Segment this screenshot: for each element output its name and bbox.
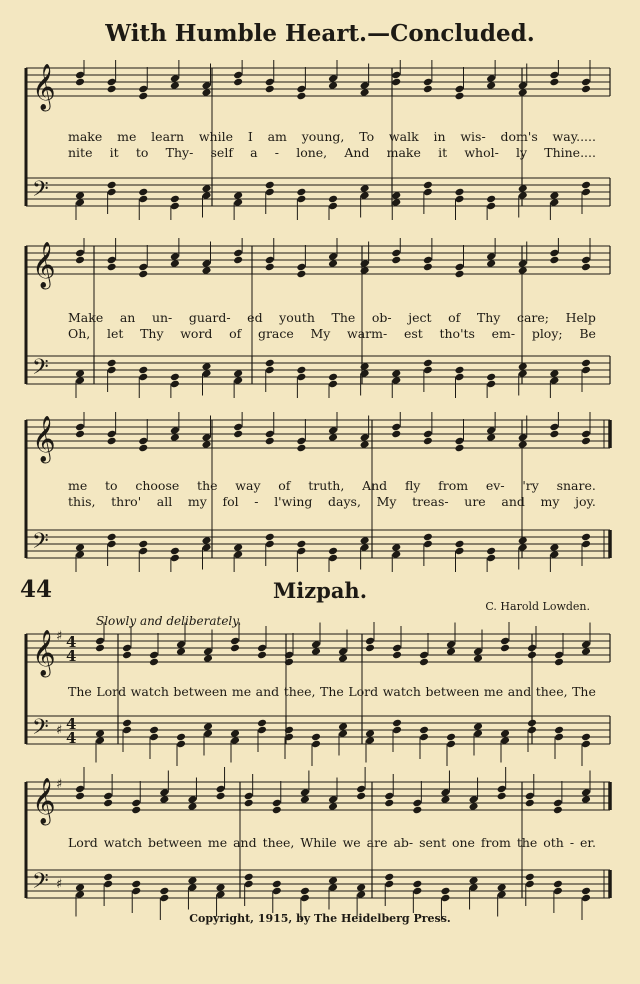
note-head bbox=[419, 726, 429, 735]
note-head bbox=[423, 533, 433, 542]
lyric-line-4 bbox=[30, 326, 610, 341]
lyric-syllable: ploy; bbox=[531, 326, 563, 341]
lyric-syllable: guard- bbox=[188, 310, 231, 325]
note-head bbox=[328, 195, 338, 204]
note-head bbox=[391, 430, 401, 439]
staff-system-4-svg bbox=[22, 622, 616, 782]
note-head bbox=[581, 887, 591, 896]
lyric-syllable: choose bbox=[135, 478, 180, 493]
composer-credit: C. Harold Lowden. bbox=[485, 600, 590, 613]
lyric-syllable: treas- bbox=[412, 494, 449, 509]
note-head bbox=[296, 540, 306, 549]
lyric-syllable: make bbox=[386, 145, 421, 160]
treble-clef-icon: 𝄞 bbox=[32, 778, 56, 824]
note-head bbox=[244, 799, 254, 808]
hymn-number: 44 bbox=[20, 576, 53, 603]
lyric-syllable: let bbox=[106, 326, 124, 341]
note-head bbox=[423, 437, 433, 446]
lyric-syllable: me bbox=[68, 478, 88, 493]
lyric-syllable: To bbox=[359, 129, 375, 144]
lyric-syllable: this, bbox=[68, 494, 96, 509]
note-head bbox=[265, 181, 275, 190]
note-head bbox=[149, 658, 159, 667]
music-system-4 bbox=[22, 622, 616, 782]
note-head bbox=[581, 263, 591, 272]
lyric-syllable: Oh, bbox=[68, 326, 91, 341]
note-head bbox=[296, 366, 306, 375]
note-head bbox=[103, 799, 113, 808]
note-head bbox=[525, 873, 535, 882]
note-head bbox=[138, 540, 148, 549]
lyric-syllable: it bbox=[438, 145, 448, 160]
note-head bbox=[75, 792, 85, 801]
lyric-syllable: days, bbox=[328, 494, 361, 509]
lyric-syllable: Lord bbox=[348, 684, 379, 699]
note-head bbox=[107, 533, 117, 542]
note-head bbox=[454, 444, 464, 453]
lyric-syllable: warm- bbox=[347, 326, 388, 341]
note-head bbox=[75, 78, 85, 87]
lyric-syllable: And bbox=[362, 478, 388, 493]
lyric-syllable: learn bbox=[151, 129, 185, 144]
note-head bbox=[296, 444, 306, 453]
note-head bbox=[440, 887, 450, 896]
note-head bbox=[581, 437, 591, 446]
note-head bbox=[549, 256, 559, 265]
note-head bbox=[392, 719, 402, 728]
note-head bbox=[549, 78, 559, 87]
lyric-syllable: And bbox=[344, 145, 370, 160]
lyric-syllable: un- bbox=[151, 310, 173, 325]
note-head bbox=[75, 430, 85, 439]
lyric-syllable: ob- bbox=[371, 310, 392, 325]
note-head bbox=[581, 533, 591, 542]
lyric-line-8 bbox=[30, 835, 610, 850]
lyric-syllable: thro' bbox=[111, 494, 142, 509]
note-head bbox=[553, 806, 563, 815]
note-head bbox=[384, 873, 394, 882]
lyric-syllable: way bbox=[235, 478, 261, 493]
lyric-syllable: me bbox=[207, 835, 228, 850]
lyric-syllable: oth bbox=[543, 835, 564, 850]
note-head bbox=[272, 880, 282, 889]
lyric-syllable: thee, bbox=[535, 684, 568, 699]
treble-clef-icon: 𝄞 bbox=[32, 64, 56, 110]
note-head bbox=[328, 547, 338, 556]
lyric-syllable: of bbox=[229, 326, 242, 341]
lyric-syllable: a bbox=[250, 145, 258, 160]
note-head bbox=[384, 799, 394, 808]
bass-clef-icon: 𝄢 bbox=[32, 529, 49, 559]
lyric-syllable: me bbox=[231, 684, 252, 699]
lyric-syllable: The bbox=[68, 684, 92, 699]
lyric-syllable: watch bbox=[130, 684, 169, 699]
note-head bbox=[257, 651, 267, 660]
lyric-syllable: my bbox=[187, 494, 207, 509]
lyric-syllable: ev- bbox=[485, 478, 505, 493]
note-head bbox=[103, 873, 113, 882]
lyric-syllable: er. bbox=[580, 835, 596, 850]
lyric-line-3 bbox=[30, 310, 610, 325]
lyric-syllable: of bbox=[448, 310, 461, 325]
lyric-syllable: the bbox=[516, 835, 538, 850]
lyric-syllable: 'ry bbox=[522, 478, 539, 493]
lyric-syllable: it bbox=[109, 145, 119, 160]
lyric-syllable: walk bbox=[388, 129, 419, 144]
lyric-syllable: and bbox=[255, 684, 280, 699]
note-head bbox=[581, 359, 591, 368]
note-head bbox=[423, 359, 433, 368]
lyric-syllable: and bbox=[507, 684, 532, 699]
lyric-syllable: to bbox=[135, 145, 149, 160]
note-head bbox=[486, 373, 496, 382]
time-signature-denominator: 4 bbox=[66, 729, 77, 747]
lyric-syllable: between bbox=[425, 684, 480, 699]
note-head bbox=[75, 256, 85, 265]
time-signature-numerator: 4 bbox=[66, 715, 77, 733]
note-head bbox=[265, 533, 275, 542]
lyric-syllable: my bbox=[540, 494, 560, 509]
lyric-syllable: the bbox=[197, 478, 218, 493]
note-head bbox=[296, 188, 306, 197]
note-head bbox=[138, 92, 148, 101]
lyric-syllable: we bbox=[342, 835, 361, 850]
note-head bbox=[423, 263, 433, 272]
lyric-syllable: While bbox=[300, 835, 337, 850]
note-head bbox=[122, 651, 132, 660]
time-signature-denominator: 4 bbox=[66, 647, 77, 665]
lyric-syllable: from bbox=[438, 478, 469, 493]
note-head bbox=[107, 437, 117, 446]
note-head bbox=[500, 644, 510, 653]
note-head bbox=[233, 256, 243, 265]
lyric-line-6 bbox=[30, 494, 610, 509]
note-head bbox=[296, 270, 306, 279]
bass-clef-icon: 𝄢 bbox=[32, 869, 49, 899]
note-head bbox=[497, 792, 507, 801]
note-head bbox=[486, 547, 496, 556]
lyric-syllable: The bbox=[572, 684, 596, 699]
lyric-line-5 bbox=[30, 478, 610, 493]
lyric-syllable: nite bbox=[68, 145, 93, 160]
note-head bbox=[412, 880, 422, 889]
lyric-syllable: make bbox=[68, 129, 103, 144]
lyric-syllable: I bbox=[247, 129, 253, 144]
note-head bbox=[454, 366, 464, 375]
note-head bbox=[391, 78, 401, 87]
note-head bbox=[392, 651, 402, 660]
note-head bbox=[486, 195, 496, 204]
note-head bbox=[423, 181, 433, 190]
note-head bbox=[107, 85, 117, 94]
note-head bbox=[170, 195, 180, 204]
note-head bbox=[311, 733, 321, 742]
lyric-syllable: one bbox=[451, 835, 475, 850]
note-head bbox=[553, 880, 563, 889]
note-head bbox=[149, 726, 159, 735]
note-head bbox=[233, 78, 243, 87]
note-head bbox=[525, 799, 535, 808]
note-head bbox=[159, 887, 169, 896]
lyric-syllable: thee, bbox=[262, 835, 295, 850]
lyric-syllable: way..... bbox=[552, 129, 596, 144]
note-head bbox=[138, 188, 148, 197]
lyric-syllable: sent bbox=[419, 835, 446, 850]
note-head bbox=[233, 430, 243, 439]
lyric-syllable: Thine.... bbox=[544, 145, 596, 160]
sharp-icon: ♯ bbox=[56, 723, 63, 738]
note-head bbox=[581, 733, 591, 742]
lyric-syllable: watch bbox=[382, 684, 421, 699]
page-title: With Humble Heart.—Concluded. bbox=[105, 20, 535, 47]
sharp-icon: ♯ bbox=[56, 877, 63, 892]
lyric-syllable: watch bbox=[103, 835, 142, 850]
lyric-syllable: Be bbox=[579, 326, 596, 341]
note-head bbox=[423, 85, 433, 94]
note-head bbox=[554, 658, 564, 667]
lyric-line-2 bbox=[30, 145, 610, 160]
lyric-syllable: all bbox=[156, 494, 173, 509]
treble-clef-icon: 𝄞 bbox=[32, 242, 56, 288]
lyric-syllable: ab- bbox=[393, 835, 414, 850]
lyric-syllable: - bbox=[254, 494, 259, 509]
note-head bbox=[138, 270, 148, 279]
lyric-syllable: dom's bbox=[500, 129, 538, 144]
lyric-syllable: Help bbox=[565, 310, 596, 325]
note-head bbox=[296, 92, 306, 101]
lyric-syllable: ed bbox=[247, 310, 263, 325]
note-head bbox=[170, 547, 180, 556]
note-head bbox=[454, 188, 464, 197]
lyric-syllable: me bbox=[117, 129, 137, 144]
bass-clef-icon: 𝄢 bbox=[32, 355, 49, 385]
lyric-syllable: ure bbox=[464, 494, 486, 509]
note-head bbox=[454, 540, 464, 549]
lyric-syllable: Thy bbox=[476, 310, 501, 325]
note-head bbox=[265, 85, 275, 94]
note-head bbox=[95, 644, 105, 653]
lyric-syllable: word bbox=[180, 326, 213, 341]
note-head bbox=[272, 806, 282, 815]
note-head bbox=[549, 430, 559, 439]
copyright-notice: Copyright, 1915, by The Heidelberg Press. bbox=[189, 912, 451, 925]
lyric-syllable: in bbox=[433, 129, 446, 144]
time-signature-numerator: 4 bbox=[66, 633, 77, 651]
lyric-syllable: an bbox=[119, 310, 136, 325]
lyric-syllable: - bbox=[274, 145, 280, 160]
lyric-syllable: est bbox=[403, 326, 423, 341]
bass-clef-icon: 𝄢 bbox=[32, 177, 49, 207]
lyric-syllable: Lord bbox=[96, 684, 127, 699]
lyric-syllable: young, bbox=[301, 129, 345, 144]
note-head bbox=[454, 92, 464, 101]
sharp-icon: ♯ bbox=[56, 629, 63, 644]
lyric-syllable: between bbox=[173, 684, 228, 699]
lyric-syllable: My bbox=[376, 494, 397, 509]
lyric-syllable: self bbox=[210, 145, 233, 160]
note-head bbox=[131, 880, 141, 889]
note-head bbox=[454, 270, 464, 279]
lyric-syllable: thee, bbox=[283, 684, 316, 699]
hymn-title: Mizpah. bbox=[272, 578, 368, 603]
note-head bbox=[170, 373, 180, 382]
lyric-syllable: The bbox=[331, 310, 356, 325]
note-head bbox=[300, 887, 310, 896]
lyric-syllable: of bbox=[278, 478, 291, 493]
note-head bbox=[365, 644, 375, 653]
note-head bbox=[554, 726, 564, 735]
lyric-syllable: me bbox=[483, 684, 504, 699]
lyric-line-1 bbox=[30, 129, 610, 144]
lyric-syllable: My bbox=[310, 326, 331, 341]
lyric-syllable: and bbox=[233, 835, 257, 850]
note-head bbox=[446, 733, 456, 742]
lyric-syllable: ly bbox=[516, 145, 528, 160]
lyric-syllable: lone, bbox=[296, 145, 328, 160]
lyric-syllable: The bbox=[320, 684, 344, 699]
lyric-syllable: youth bbox=[279, 310, 315, 325]
lyric-syllable: tho'ts bbox=[439, 326, 475, 341]
lyric-syllable: fol bbox=[222, 494, 239, 509]
note-head bbox=[581, 85, 591, 94]
note-head bbox=[356, 792, 366, 801]
note-head bbox=[216, 792, 226, 801]
note-head bbox=[391, 256, 401, 265]
lyric-syllable: are bbox=[366, 835, 388, 850]
lyric-syllable: ject bbox=[408, 310, 432, 325]
note-head bbox=[265, 359, 275, 368]
lyric-syllable: and bbox=[501, 494, 525, 509]
lyric-syllable: - bbox=[569, 835, 575, 850]
note-head bbox=[176, 733, 186, 742]
note-head bbox=[122, 719, 132, 728]
tempo-marking: Slowly and deliberately. bbox=[96, 614, 242, 628]
lyric-syllable: care; bbox=[516, 310, 549, 325]
bass-clef-icon: 𝄢 bbox=[32, 715, 49, 745]
lyric-syllable: to bbox=[105, 478, 118, 493]
lyric-syllable: Make bbox=[68, 310, 104, 325]
note-head bbox=[265, 263, 275, 272]
note-head bbox=[107, 359, 117, 368]
lyric-syllable: joy. bbox=[575, 494, 596, 509]
note-head bbox=[328, 373, 338, 382]
lyric-syllable: Thy bbox=[140, 326, 164, 341]
lyric-syllable: l'wing bbox=[274, 494, 313, 509]
treble-clef-icon: 𝄞 bbox=[32, 416, 56, 462]
lyric-syllable: grace bbox=[257, 326, 294, 341]
lyric-syllable: snare. bbox=[556, 478, 596, 493]
note-head bbox=[581, 181, 591, 190]
note-head bbox=[265, 437, 275, 446]
lyric-syllable: from bbox=[480, 835, 511, 850]
note-head bbox=[230, 644, 240, 653]
note-head bbox=[244, 873, 254, 882]
note-head bbox=[257, 719, 267, 728]
note-head bbox=[138, 444, 148, 453]
lyric-syllable: em- bbox=[491, 326, 516, 341]
lyric-syllable: whol- bbox=[464, 145, 499, 160]
lyric-syllable: wis- bbox=[460, 129, 486, 144]
lyric-syllable: fly bbox=[404, 478, 421, 493]
lyric-syllable: am bbox=[267, 129, 287, 144]
note-head bbox=[107, 263, 117, 272]
lyric-syllable: between bbox=[147, 835, 202, 850]
lyric-syllable: Lord bbox=[68, 835, 98, 850]
note-head bbox=[419, 658, 429, 667]
treble-clef-icon: 𝄞 bbox=[32, 630, 56, 676]
note-head bbox=[412, 806, 422, 815]
note-head bbox=[107, 181, 117, 190]
lyric-line-7 bbox=[30, 684, 610, 699]
lyric-syllable: while bbox=[198, 129, 234, 144]
note-head bbox=[131, 806, 141, 815]
note-head bbox=[138, 366, 148, 375]
lyric-syllable: truth, bbox=[308, 478, 345, 493]
lyric-syllable: Thy- bbox=[165, 145, 194, 160]
sharp-icon: ♯ bbox=[56, 777, 63, 792]
